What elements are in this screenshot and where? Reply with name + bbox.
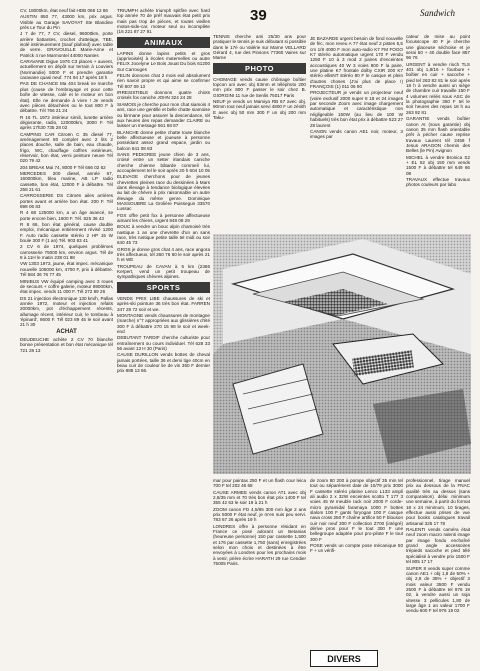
classified-ad: CAMPING CAR Citroën C 35 diesel 77, aménagement 80 complet avec 2 lits 2 places douche, salle de bain, eau chaude, frigo, WC, chauffage coffres extérieurs, réservoir, bon état, verni peinture neuve Tél 020 79 42 [20,131,113,164]
classified-ad: CV, 18000km, état neuf fait HDB 068 12 86 [20,8,108,13]
column-photo-2 [310,36,403,141]
classified-ad: LAPINS donne lapins petits et gros (apprivoisés) à écoles maternelles ou autre FELIX Jocelyne Le Bois Jouat Du bois 61200 Sur Carrouges [117,50,210,72]
section-header-photo: PHOTO [213,63,306,74]
classified-ad: CAUSE DURILLON vends bottes de cheval jamais portées, taille 36 et demi tige 40cm en beau cuir de couleur lie de vin 350 F dernier prix 888 13 66. [117,352,210,374]
column-photo [213,8,306,121]
classified-ad: LONDRES offre à personne résidant en France ce posé adorant un Betanias (heureuse personne) 150 par cassette 1,500 et 176 par cassette 1,750 (sans) enregistrées selon mon choix et destinées à être envoyées à Londres pour les prochains mois à venir, prière écrire HARATH 29 rue Cendier 75005 Paris. [213,523,306,567]
classified-ad: POSE vends un compte pose mécanique 50 F + un vérifi- [310,543,403,554]
classified-ad: CAUSE ARMEE vends canon AT1 avec obj 2,8/35 mm et 70 très bon état prix 1400 F tel 355 42 63 le soir 19 à 21 h [213,489,306,506]
classified-ad: PAS DE CHANCE Ma 404 break ne marche plus (cause de l'embrayage et pour cette boîte de vitesse, calé et le moteur en bon état). Elle ne demande à vivre ! Je vends avec pièces détachées ou le tout 800 F à débattre. Tél 766 21 24 [20,81,113,114]
halftone-photo [213,234,471,474]
brand-logo: Sandwich [420,8,455,18]
column-bottom-2 [310,478,403,555]
classified-ad: TRAVAUX effectue travaux photos couleurs par labo [406,176,470,188]
page-number: 39 [250,7,267,24]
classified-ad: FELIN donnons chat 2 mois exil absolument rien savoir propre et qui aime se confirmer Tél 807 09 13 [117,73,210,89]
photo-illustration [213,234,471,474]
classified-ad: SUPER 8 vends super comme canon AE1 + obj 1,8 de 50% + obj 2,8 de 35% + objectif 3 mois valeur 3500 F vendu 2500 F à débattre tel 976 19 02, à vendre aussi un soja vitesse 3 pellicules 1,80 de large âge 1 an valeur 1700 F vendu 600 F tel 976 19 02 [406,565,470,614]
classified-ad: CARAVANE Digue 1976 C3 places + auvent, actuellement en dépôt sur terrain à Louviers (Normandie) 5000 F et prendre garantie caravane quasi neuf. 774 94 17 après 18 h [20,59,113,81]
classified-ad: BLANCHE donne petite chatte toute blanche belle affectueuse et joueuse à personne possédant assez grand espace, jardin ou balcon 641 08 83 [117,129,210,151]
column-bottom-3 [406,478,470,615]
classified-ad: MINIBUS VW équipé camping avec 3 roues de secours + coffre galerie, moteur 89000km, état impec. vends 11 000 F. Tél 272 89 26 [20,278,113,295]
column-animaux [117,8,210,375]
classified-ad: CHOMAGE vends cause chômage boîtier topcon uni avec obj 53mm et téléphoto 200 mm prix 800 F passer le soir chez B. GIORGINI 11 rue de Senlis 75017 Paris [213,76,306,98]
classified-ad: TRIUMPH achète triumph spitfire avec hard top année 70 de préf mauvais état petit prix mais pas trop de pièces, et toutes vieilles motos-side-car, moteur seul ou incomplète (16 221 87 27 91 [117,8,210,35]
classified-ad: GROS je donne gros chat 4 ans, race angora très affectueux, tél 260 76 60 le soir après 21 h et WE [117,246,210,263]
column-auto [20,8,113,354]
section-header-sports: SPORTS [117,282,210,293]
classified-ad: JE BAZARDE urgent besoin de fond nouvelle de fric, mon reveu A 77 état neuf 2 pistes 5,5 cm 1/8 4000 F mon auto-radio K7 FM FOGO K7 stéréo automatique urgent 170 F vendu 1250 F 10 à 3 mod 2 paires d'enceintes accoustiques 40 W 3 voies 800 F la paire, une platine K7 frontale dolby CXIR 200 K7 stéréo ellisNT stéréo 80 F le casque et plein d'autres choses (J'ai plus de place !) FRANÇOIS (1) 011 06 90 [310,36,403,90]
classified-ad: CARROSSERIE DS Citroën ailes arrières portes avant et arrière bon état. 200 F. Tél 898 06 83 [20,193,113,210]
classified-ad: ZOOM canon FD 4,5/85 300 mm âge 2 ans prix 5000 F état neuf, je m'en suis peu servi. 783 67 26 après 19 h [213,506,306,523]
column-bottom-1 [213,478,306,568]
classified-ad: J 7 de 77, 7 CV, diesel, 96000km, porte arrière battantes, crochet d'attelage, TBE, isolé intérieurement (Sauf plafond) avec table de verre. GRAVOUILLE Marie-Anne et Patrick 4 rue Marmontel 44000 Nantes [20,31,113,58]
classified-ad: MICHEL à vendre Bronica S2 + EL 52 obj 150 mm vends 1500 F à débattre tel 649 66 08 [406,154,470,176]
classified-ad: R 8 66, bon état général, cause double emploi, mécanique entièrement révisé 1200 F. Auto radio cassette stéréo 2 HP 15 W boule 300 F (1 an) Tél. 903 63 41 [20,222,113,244]
classified-ad: RALENTI vends caméra était neuf zoom macro ralenti image par image fondu enchaîné grand angle accessoires trépieds sacoche et pied télé spécialisé à vendre prix 1500 F tel 805 17 17 [406,527,470,565]
classified-ad: ELEVAGE cherchons pour de jeunes chevrettes pleines race du dessinées à Mars dans élevage à tendance biologique élevées au lait de chèvre à prix raisonnable un autre élevage du même genre. Dominique MASSOUBRE La Grolière Puissegun 33570 Lussac [117,174,210,212]
classified-ad: R 4 68 125000 km, a un âge avancé, se porte encore bien, 1600 F. Tél. 825 36 43 [20,210,113,221]
classified-ad: de zoom 80 200 à pompe objectif 35 mm tel tout ou séparément date de 10/79 prix 3000 F cassette stéréo platine Lenco L133 ampli ali audio 2 x 32W enceintes scotto T 177 3 voies 45 W meuble rack noir 2000 F corde-micro pyramidal faramaya 1000 F bottes slalom 100 F gants foryogan 100 F casque nava cross 250 F chaîne artifice 50 F blouson cuir noir neuf 300 F collection Z700 (intégré) dérive pros pour F le tout 300 F une bellegroupe adaptée pour pro-pilote F le tout 300 F [310,478,403,542]
classified-ad: AUSTIN 850 77, 43000 km, prix argus. Visible au Garage SAVOYAT Ste Blandine près Le Tour du Pin [20,14,113,31]
classified-ad: URGENT à vendre rioch TLS 401 obj 1,8/16 + fourbure + boîtier en cuir + sacoche + pied tel 263 82 81 le soir après 18 h à vendre aussi un siège de chambre cuir travaille 150 F 4 volumes reliés sous ASC de la photographie 350 F tel le soir heures des repas 18 h au 263 92 81 [406,61,470,115]
classified-ad: mar pour paintax 250 F et un flash cour leica 700 F tel 202 46 68 [213,478,306,489]
classified-ad: 2 CV 6 de 1974, quelques problèmes carrosserie 75000 km, environ argus. Tél de 8 à 11H le matin 238 01 88 [20,244,113,261]
classified-ad: MONTAGNE vends chaussures de montagne (marche) n°7 appropriées aux glissières d'été 300 F à débattre 270 15 98 le soir et week-end [117,312,210,334]
classified-ad: SANS PEDIGREE jeune chien de 3 ans, croisé entre un setter irlandais caniche cherche chienne bâtarde commeil lui, accouplement tel le soir après 20 h 604 10 05 [117,151,210,173]
section-header-achat: ACHAT [56,328,77,335]
classified-ad: 204 BREAK Mai 74, 8000 F Tél 666 02 62 [20,164,106,170]
classified-ad: CANON vends canon AE1 noir, moteur, 3 images par [310,128,403,140]
section-header-divers: DIVERS [310,650,378,667]
classified-ad: SIAMOIS je cherche pour mon chat siamois 4 ans, race une gentille et belle chatte siamoise ou birmane pour assurer la descendance, tél aux heures des repas demander CLAIRE ou laisser un message 561 68 87 [117,101,210,129]
classified-ad: VW 1303 1973, jaune, état impec. mécanique nouvelle 105000 km, 4700 F, prix à débattre. Tél 584 36 76 77 45 [20,261,113,278]
classified-ad: PROJECTEUR je vends un projecteur neuf (voire exclusif 2000 super 8 18 et 24 images par seconde Zoom avec image chargement automatique et caractéristique non négligeable 150W (au lieu de 100 W habituels) très bon état prix à débattre 523 27 28 laurent [310,90,403,128]
classified-ad: TENNIS cherche ami 25/30 ans pour pratiquer le tennis je suis débutant si possible dans le 17è ou Valérie sur Marne VELLARD Gérard 4, rue des Pinsons 77360 Vaires sur Marne [213,34,306,61]
classified-ad: cateur de mise au point focusscope 40 F je cherche une glaceuse séchoise et je serai 50 + 40 double face 857 96 76 [406,34,470,61]
classified-ad: professionnel, tirage manuel prix au dessous de la FNAC qualité très au dessus (sans comparaison) délai minimum une semaine, à partir du format 18 x 24 minimum, 10 tirages, effectue aussi prises de vue pour books catalogues travail artisanal 325 17 78 [406,478,470,526]
classified-ad: DEUDEUCHE achète 2 CV 70 blanche bonne présentation et bon état mécanique tél 721 28 13 [20,336,113,353]
column-photo-3 [406,34,470,189]
classified-ad: FOX offre petit fox à personne affectueuse aimant les chiens, urgent 848 08 29 [117,212,210,224]
classified-ad: VENDS PRIX LIBE chaussures de ski et après-ski pointure 36 très bon état. FARREN 347 28 72 soir et we. [117,295,210,312]
classified-ad: IRRESISTIBLE donnons quatre chiots croisés fox caniche JOHN 324 24 28 [117,90,210,101]
classified-ad: GARANTIE vends boîtier canon AI (sous garantie) obj canon 35 mm flash orientable prêt à pécher cause reprise travaux Laurent tél 2459 f Jesus ARAGON chemin des Belles (le Pin) Avignon [406,116,470,154]
classified-ad: DS 21 injection électronique 130 km/h, Pallas année 1972, moteur et injection refaits 20000km, pot d'échappement récents, allumage récent, intérieur cuir, le tombeau à 'épinard', 8600 F. Tél 023 89 45 le soir avant 21 h 30 [20,295,113,328]
classified-ad: TROUPEAU de CAVAN à 5 km (2366 Kerpert, vend un petit troupeau de sympathiques chèvres alpines. [117,263,210,280]
classified-ad: NEUF je vends un Mamiya RB 67 avec obj. 90mm tout neuf jamais servi 4800 F un zénith E avec obj 50 mm 300 F un obj 200 mm Taku- [213,99,306,121]
classified-ad: DEBUTANT TARDIF cherche culturiste pour entraînement ou cours individuel. Tél 628 33 56 avant 13 H 30 (Paris) [117,335,210,351]
section-header-animaux: ANIMAUX [117,37,210,48]
classified-ad: R 16 TL 1972 intérieur simili, lunette arrière dégivrante, radio, 120000km, 3000 F. Tél après 17h30 735 28 02 [20,114,113,131]
classified-ad: MERCEDES 200 diesel, année 67, 160000km, bleu marine, AB LP radio cassette, bon état, 12000 F à débattre. Tél 258 21 61 [20,170,113,192]
classified-ad: BOUC à vendre un bouc alpin chamoisé très nastique 1 an une chevrette d'un an sans race, très rustique petite taille tel midi ou soir 640 45 73 [117,224,210,246]
